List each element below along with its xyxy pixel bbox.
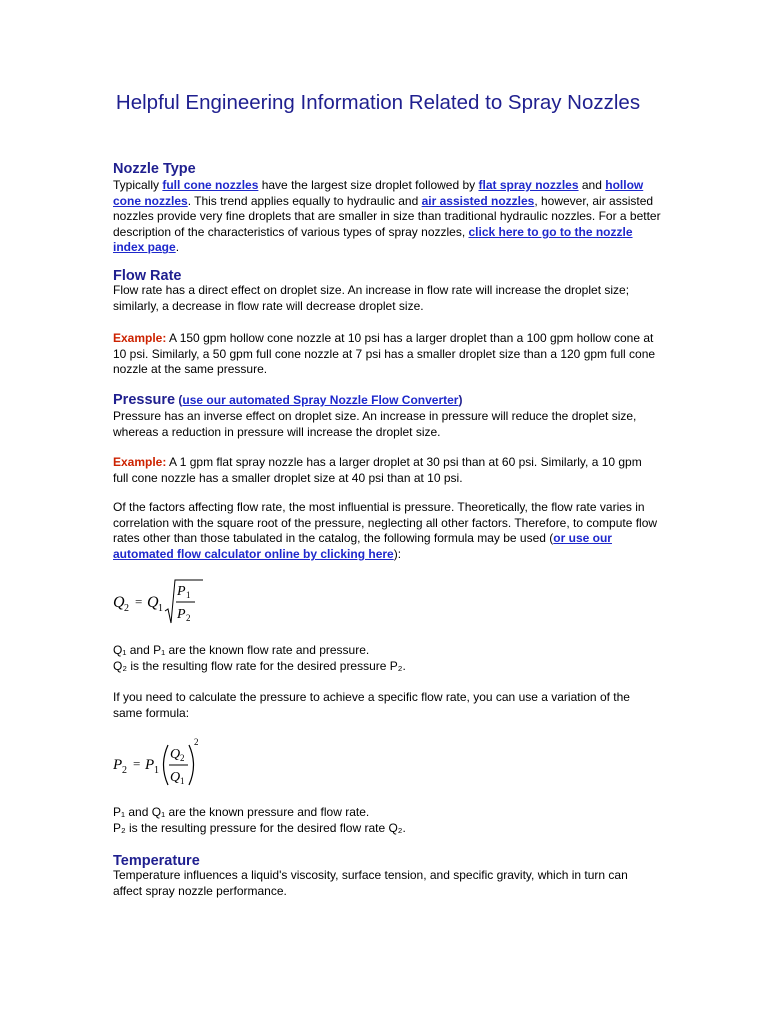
text-segment: , however, air assisted nozzles provide very fine droplets that are smaller in size than traditional hydraulic nozzles. For a better description of the characteristics of various types of spray nozzles,	[113, 193, 661, 239]
example-label: Example:	[113, 455, 167, 469]
text-segment: ):	[393, 546, 402, 561]
formula-numerator-sub: 2	[180, 753, 185, 763]
left-paren	[164, 745, 169, 785]
formula-numerator: Q	[170, 747, 181, 762]
text-segment: Typically	[113, 178, 163, 192]
formula-equals: =	[133, 756, 141, 771]
pressure-heading	[113, 391, 462, 409]
page-title: Helpful Engineering Information Related to Spray Nozzles	[115, 91, 641, 114]
nozzle-type-paragraph	[113, 178, 663, 256]
text-segment: Of the factors affecting flow rate, the most influential is pressure. Theoretically, the flow rate varies in correlation with the square root of the pressure, neglecting all other factors. Therefore, to compute flow rates other than those tabulated in the catalog, the following formula may be used (	[113, 500, 658, 546]
full-cone-nozzles-link[interactable]: full cone nozzles	[162, 178, 259, 192]
flow-calculator-link[interactable]: or use our automated flow calculator online by clicking here	[113, 531, 612, 561]
formula-lhs-sub: 2	[124, 603, 129, 614]
text-segment: . This trend applies equally to hydraulic and	[187, 193, 422, 208]
flow-rate-example	[113, 331, 658, 378]
temperature-heading: Temperature	[113, 853, 200, 869]
formula2-note-1: P₁ and Q₁ are the known pressure and flow rate.	[113, 805, 370, 819]
formula-denominator-sub: 2	[186, 613, 191, 623]
hollow-cone-nozzles-link[interactable]: hollow cone nozzles	[113, 178, 644, 208]
formula-rhs: Q	[147, 594, 159, 611]
flat-spray-nozzles-link[interactable]: flat spray nozzles	[478, 178, 579, 192]
example-text: A 1 gpm flat spray nozzle has a larger droplet at 30 psi than at 60 psi. Similarly, a 10 gpm full cone nozzle has a smaller droplet size at 40 psi than at 10 psi.	[113, 455, 642, 485]
right-paren	[189, 745, 194, 785]
formula-numerator-sub: 1	[186, 590, 191, 600]
variation-paragraph: If you need to calculate the pressure to achieve a specific flow rate, you can use a variation of the same formula:	[113, 690, 630, 720]
formula-rhs-sub: 1	[154, 765, 159, 776]
example-text: A 150 gpm hollow cone nozzle at 10 psi has a larger droplet than a 100 gpm hollow cone at 10 psi. Similarly, a 50 gpm full cone nozzle at 7 psi has a smaller droplet size than a 120 gpm full cone nozzle at the same pressure.	[113, 331, 656, 377]
formula-equals: =	[135, 594, 143, 609]
formula2-note-2: P₂ is the resulting pressure for the desired flow rate Q₂.	[113, 821, 406, 835]
formula-denominator: P	[177, 607, 186, 622]
text-segment: and	[578, 178, 606, 192]
flow-rate-heading: Flow Rate	[113, 268, 182, 284]
example-label: Example:	[113, 331, 167, 345]
formula-rhs-sub: 1	[158, 603, 163, 614]
formula-numerator: P	[177, 584, 186, 599]
text-segment: .	[175, 240, 180, 255]
formula-lhs: Q	[113, 594, 125, 611]
formula-lhs: P	[113, 757, 123, 773]
formula-denominator: Q	[170, 770, 181, 785]
pressure-formula	[113, 733, 213, 791]
flow-rate-formula	[113, 575, 213, 631]
formula1-note-1: Q₁ and P₁ are the known flow rate and pressure.	[113, 643, 370, 657]
pressure-paragraph: Pressure has an inverse effect on droplet size. An increase in pressure will reduce the droplet size, whereas a reduction in pressure will increase the droplet size.	[113, 409, 637, 439]
paren-close: )	[458, 393, 463, 407]
formula1-note-2: Q₂ is the resulting flow rate for the desired pressure P₂.	[113, 659, 406, 673]
temperature-paragraph: Temperature influences a liquid's viscosity, surface tension, and specific gravity, which in turn can affect spray nozzle performance.	[113, 868, 628, 898]
formula-denominator-sub: 1	[180, 776, 185, 786]
formula-exponent: 2	[194, 737, 199, 747]
pressure-example	[113, 455, 658, 486]
text-segment: have the largest size droplet followed by	[258, 178, 479, 192]
paren-open: (	[175, 393, 183, 407]
pressure-heading-label: Pressure	[113, 392, 176, 408]
formula-rhs: P	[145, 757, 155, 773]
nozzle-index-link[interactable]: click here to go to the nozzle index page	[113, 224, 633, 255]
flow-rate-paragraph: Flow rate has a direct effect on droplet size. An increase in flow rate will increase the droplet size; similarly, a decrease in flow rate will decrease droplet size.	[113, 283, 630, 313]
pressure-formula-svg	[113, 733, 213, 791]
air-assisted-nozzles-link[interactable]: air assisted nozzles	[421, 193, 535, 208]
flow-rate-formula-svg	[113, 575, 213, 631]
nozzle-type-heading: Nozzle Type	[113, 161, 196, 177]
factors-paragraph	[113, 500, 658, 562]
flow-converter-link[interactable]: use our automated Spray Nozzle Flow Converter	[182, 393, 459, 407]
formula-lhs-sub: 2	[122, 765, 127, 776]
